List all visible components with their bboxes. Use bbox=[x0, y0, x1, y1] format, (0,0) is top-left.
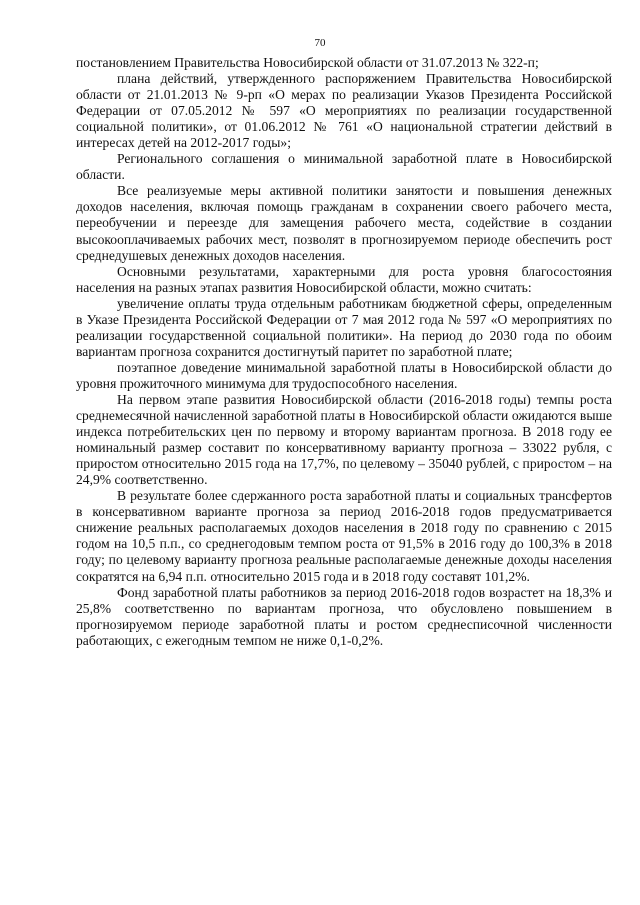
paragraph: плана действий, утвержденного распоряжением Правительства Новосибирской области от 21.01.2013 № 9-рп «О мерах по реализации Указов Президента Российской Федерации от 07.05.2012 № 597 «О мероприятиях по реализации государственной социальной политики», от 01.06.2012 № 761 «О национальной стратегии действий в интересах детей на 2012-2017 годы»; bbox=[76, 71, 612, 151]
paragraph: В результате более сдержанного роста заработной платы и социальных трансфертов в консервативном варианте прогноза за период 2016-2018 годов предусматривается снижение реальных располагаемых доходов населения в 2018 году по сравнению с 2015 годом на 10,5 п.п., со среднегодовым темпом роста от 91,5% в 2016 году до 100,3% в 2018 году; по целевому варианту прогноза реальные располагаемые денежные доходы населения сократятся на 6,94 п.п. относительно 2015 года и в 2018 году составят 101,2%. bbox=[76, 488, 612, 584]
paragraph: поэтапное доведение минимальной заработной платы в Новосибирской области до уровня прожиточного минимума для трудоспособного населения. bbox=[76, 359, 612, 391]
paragraph: Регионального соглашения о минимальной заработной плате в Новосибирской области. bbox=[76, 151, 612, 183]
page-number: 70 bbox=[314, 37, 326, 49]
paragraph: На первом этапе развития Новосибирской области (2016-2018 годы) темпы роста среднемесячной начисленной заработной платы в Новосибирской области ожидаются выше индекса потребительских цен по первому и второму вариантам прогноза. В 2018 году ее номинальный размер составит по консервативному варианту прогноза – 33022 рубля, с приростом относительно 2015 года на 17,7%, по целевому – 35040 рублей, с приростом – на 24,9% соответственно. bbox=[76, 391, 612, 488]
paragraph: увеличение оплаты труда отдельным работникам бюджетной сферы, определенным в Указе Президента Российской Федерации от 7 мая 2012 года № 597 «О мероприятиях по реализации государственной социальной политики». На период до 2030 года по обоим вариантам прогноза сохранится достигнутый паритет по заработной плате; bbox=[76, 295, 612, 359]
document-body bbox=[76, 55, 612, 649]
paragraph: Фонд заработной платы работников за период 2016-2018 годов возрастет на 18,3% и 25,8% соответственно по вариантам прогноза, что обусловлено повышением в прогнозируемом периоде заработной платы и ростом среднесписочной численности работающих, с ежегодным темпом не ниже 0,1-0,2%. bbox=[76, 584, 612, 648]
paragraph: Все реализуемые меры активной политики занятости и повышения денежных доходов населения, включая помощь гражданам в сохранении своего рабочего места, переобучении и переезде для замещения рабочего места, содействие в создании высокооплачиваемых рабочих мест, позволят в прогнозируемом периоде обеспечить рост среднедушевых денежных доходов населения. bbox=[76, 183, 612, 263]
paragraph: Основными результатами, характерными для роста уровня благосостояния населения на разных этапах развития Новосибирской области, можно считать: bbox=[76, 263, 612, 295]
paragraph: постановлением Правительства Новосибирской области от 31.07.2013 № 322-п; bbox=[76, 55, 539, 70]
